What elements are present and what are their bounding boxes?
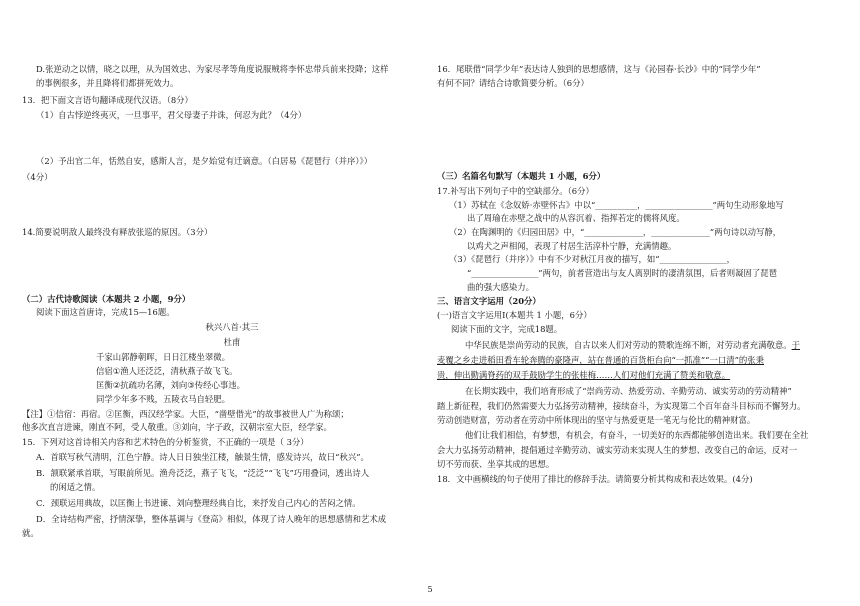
question-15-option-d-line2: 就。 (22, 528, 39, 538)
question-16-line2: 有何不同？请结合诗歌简要分析。（6分） (437, 78, 589, 88)
question-15-option-b-line2: 的闲适之情。 (50, 482, 101, 492)
page-number: 5 (427, 585, 433, 594)
passage-underline-start: 于 (791, 340, 800, 350)
section-recitation-heading: （三）名篇名句默写（本题共 1 小题，6分） (437, 171, 606, 181)
q12-option-d-line2: 的事例很多，并且降将们都拼死效力。 (36, 78, 179, 88)
question-13-part1: （1）自古悖逆终夷灭，一旦事平，君父母妻子并诛，何忍为此？（4分） (36, 110, 307, 120)
language-instruction: 阅读下面的文字，完成18题。 (451, 324, 563, 334)
question-15-option-a: A．首联写秋气清明，江色宁静。诗人日日独坐江楼，触景生情，感发诗兴，故曰“秋兴”。 (36, 452, 369, 462)
passage-para2-line1: 在长期实践中，我们培育形成了“崇尚劳动、热爱劳动、辛勤劳动、诚实劳动的劳动精神” (465, 386, 792, 396)
question-15: 15．下列对这首诗相关内容和艺术特色的分析鉴赏，不正确的一项是（ 3分） (22, 437, 309, 447)
part-three-heading: 三、语言文字运用（20分） (437, 296, 541, 306)
passage-para1-line1 (465, 340, 800, 351)
question-13-part2-score: （4分） (22, 172, 53, 182)
question-17-item1-line1: （1）苏轼在《念奴娇·赤壁怀古》中以“__________，________________”两句生动形象地写 (449, 200, 784, 210)
passage-para2-line3: 劳动创造财富，劳动者在劳动中所体现出的坚守与热爱更是一笔无与伦比的精神财富。 (437, 415, 756, 425)
question-17: 17.补写出下列句子中的空缺部分。（6分） (437, 186, 594, 196)
question-14: 14.简要说明敌人最终没有释放张巡的原因。（3分） (22, 227, 213, 237)
passage-para3-line2: 会大力弘扬劳动精神，提倡通过辛勤劳动、诚实劳动来实现人生的梦想、改变自己的命运，反对一 (437, 445, 798, 455)
subsection-language-use-1: (一)语言文字运用Ⅰ(本题共 1 小题，6分） (437, 310, 592, 320)
question-15-option-b-line1: B．颔联紧承首联，写眼前所见。渔舟泛泛，燕子飞飞，“泛泛”“飞飞”巧用叠词，透出诗人 (36, 468, 370, 478)
passage-underlined-line3: 贵，伸出勤满脊药的双手鼓励学生的张桂梅……人们对他们充满了赞美和敬意。 (437, 370, 731, 380)
question-16-line1: 16．尾联借“同学少年”表达诗人独到的思想感情，这与《沁园春·长沙》中的“同学少年” (437, 64, 761, 74)
poem-line-4: 同学少年多不贱，五陵衣马自轻肥。 (96, 394, 230, 404)
poetry-instruction: 阅读下面这首唐诗，完成15—16题。 (36, 307, 175, 317)
question-15-option-c: C．颈联运用典故，以匡衡上书进谏、刘向整理经典自比，来抒发自己内心的苦闷之情。 (36, 498, 361, 508)
question-17-item1-line2: 出了周瑜在赤壁之战中的从容沉着、指挥若定的儒将风度。 (467, 213, 685, 223)
passage-para3-line1: 他们让我们相信，有梦想，有机会，有奋斗，一切美好的东西都能够创造出来。我们要在全社 (465, 430, 809, 440)
question-17-item3-line1: （3）《琵琶行（并序）》中有不少对秋江月夜的描写，如“________________， (449, 254, 735, 264)
poem-note-line2: 他多次直言进谏，刚直不阿，受人敬重。③刘向，字子政，汉朝宗室大臣，经学家。 (22, 422, 332, 432)
question-17-item2-line2: 以鸡犬之声相闻，表现了村居生活淳朴宁静，充满情趣。 (467, 241, 677, 251)
poem-note-line1: 【注】①信宿：再宿。②匡衡，西汉经学家。大臣，“凿壁借光”的故事被世人广为称颂； (22, 409, 349, 419)
poem-line-1: 千家山郭静朝晖，日日江楼坐翠微。 (96, 352, 230, 362)
section-poetry-heading: （二）古代诗歌阅读（本题共 2 小题，9分） (22, 294, 191, 304)
poem-title: 秋兴八首·其三 (205, 322, 259, 332)
poem-author: 杜甫 (223, 337, 241, 347)
question-17-item3-line2: “________________”两句，前者营造出与友人离别时的凄清氛围，后者则凝固了琵琶 (467, 268, 778, 278)
poem-line-2: 信宿①渔人还泛泛，清秋燕子故飞飞。 (96, 366, 238, 376)
passage-underlined-line2: 麦覆之乡走进稻田看车轮奔腾的豪隆声，站在普通的百货柜台向“一抓准”“一口清”的张秉 (437, 355, 764, 365)
question-17-item3-line3: 曲的强大感染力。 (467, 282, 534, 292)
question-13-part2: （2）予出官二年，恬然自安，感斯人言，是夕始觉有迁谪意。（白居易《琵琶行（并序）》） (36, 156, 373, 166)
passage-para3-line3: 切不劳而获、坐享其成的思想。 (437, 459, 555, 469)
question-18: 18．文中画横线的句子使用了排比的修辞手法。请简要分析其构成和表达效果。(4分) (437, 474, 753, 484)
question-13: 13．把下面文言语句翻译成现代汉语。（8分） (22, 95, 193, 105)
question-17-item2-line1: （2）在陶渊明的《归园田居》中，“______________，______________”两句诗以动写静， (449, 227, 782, 237)
poem-line-3: 匡衡②抗疏功名薄，刘向③传经心事违。 (96, 380, 246, 390)
q12-option-d-line1: D.张逆动之以情，晓之以理，从为国效忠、为家尽孝等角度说服贼将李怀忠带兵前来投降；这样 (36, 64, 389, 74)
passage-para2-line2: 踏上新征程，我们仍然需要大力弘扬劳动精神，接续奋斗，为实现第二个百年奋斗目标而不懈努力。 (437, 401, 806, 411)
question-15-option-d-line1: D．全诗结构严密，抒情深挚，整体基调与《登高》相似，体现了诗人晚年的思想感情和艺术成 (36, 514, 387, 524)
passage-para1-text: 中华民族是崇尚劳动的民族，自古以来人们对劳动的赞歌连绵不断，对劳动者充满敬意。 (465, 340, 792, 350)
